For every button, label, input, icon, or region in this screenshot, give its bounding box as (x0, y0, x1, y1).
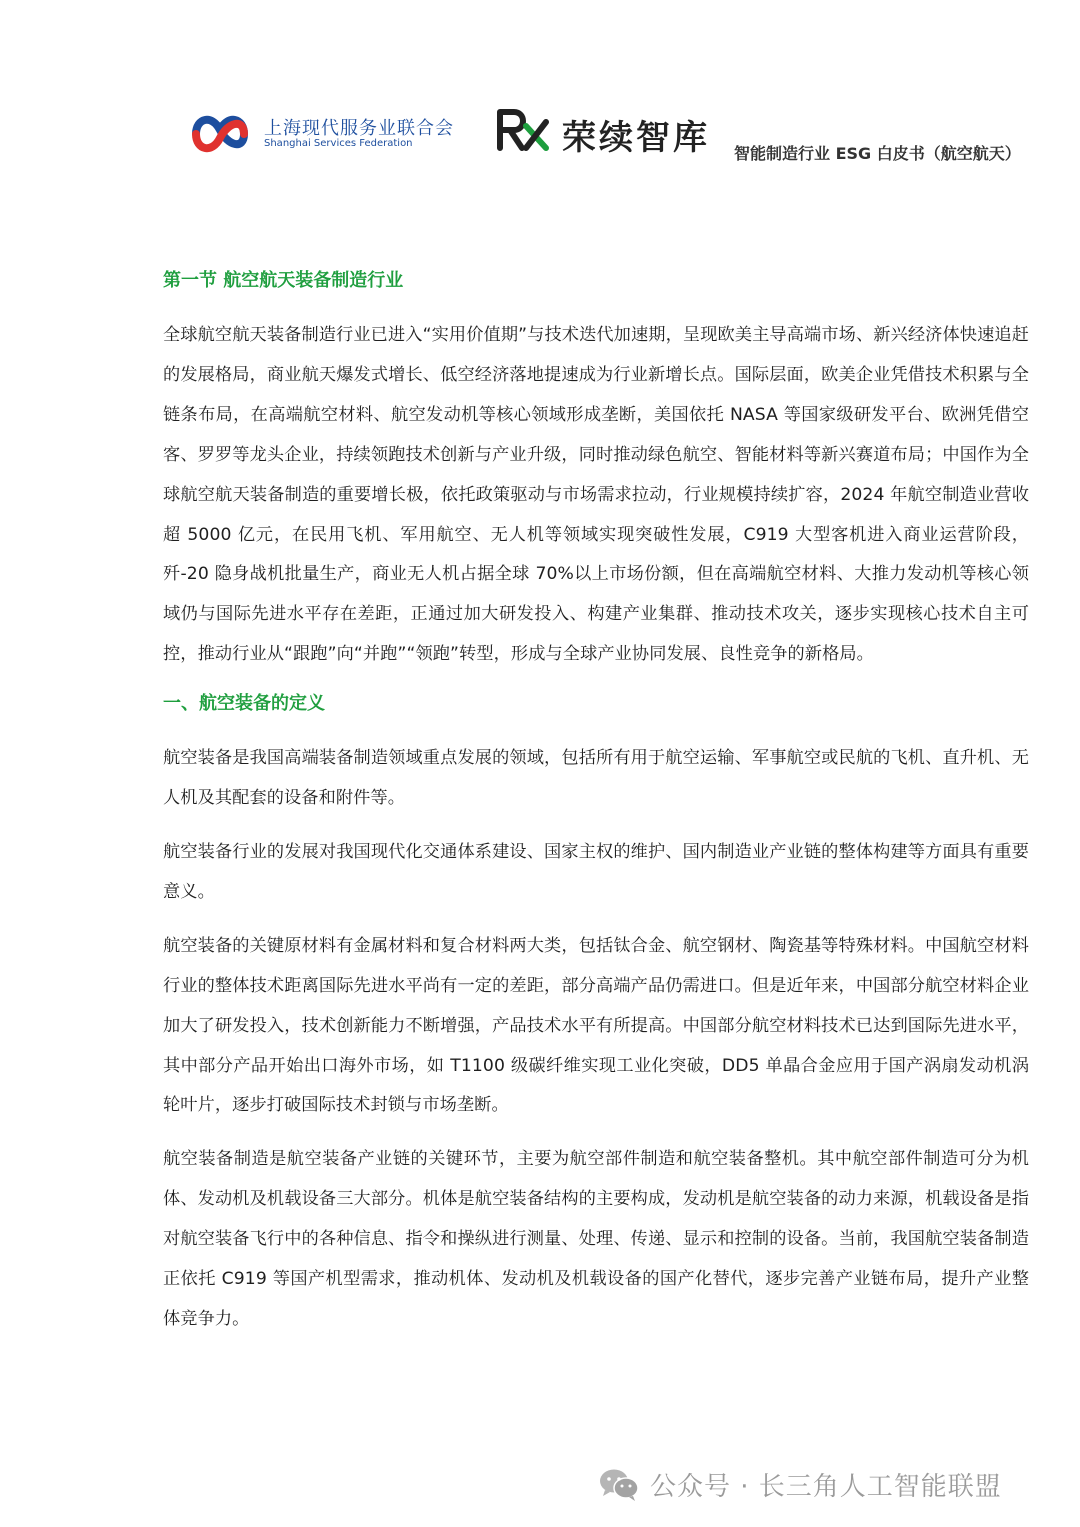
document-title: 智能制造行业 ESG 白皮书（航空航天） (734, 144, 1021, 163)
subsection-title: 一、航空装备的定义 (163, 693, 325, 715)
wechat-icon (598, 1466, 640, 1502)
intro-paragraph: 全球航空航天装备制造行业已进入“实用价值期”与技术迭代加速期，呈现欧美主导高端市场、新兴经济体快速追赶的发展格局，商业航天爆发式增长、低空经济落地提速成为行业新增长点。国际层面，欧美企业凭借技术积累与全链条布局，在高端航空材料、航空发动机等核心领域形成垄断，美国依托 NASA 等国家级研发平台、欧洲凭借空客、罗罗等龙头企业，持续领跑技术创新与产业升级，同时推动绿色航空、智能材料等新兴赛道布局；中国作为全球航空航天装备制造的重要增长极，依托政策驱动与市场需求拉动，行业规模持续扩容，2024 年航空制造业营收超 5000 亿元，在民用飞机、军用航空、无人机等领域实现突破性发展，C919 大型客机进入商业运营阶段，歼-20 隐身战机批量生产，商业无人机占据全球 70%以上市场份额，但在高端航空材料、大推力发动机等核心领域仍与国际先进水平存在差距，正通过加大研发投入、构建产业集群、推动技术攻关，逐步实现核心技术自主可控，推动行业从“跟跑”向“并跑”“领跑”转型，形成与全球产业协同发展、良性竞争的新格局。 (163, 325, 1029, 665)
page-header (0, 0, 1080, 200)
shanghai-services-federation-logo (188, 108, 252, 160)
watermark (598, 1462, 1002, 1506)
think-tank-name: 荣续智库 (562, 118, 710, 158)
federation-name: 上海现代服务业联合会 (264, 118, 454, 139)
rongxu-logo (496, 108, 550, 152)
watermark-text: 公众号 · 长三角人工智能联盟 (650, 1471, 1002, 1502)
federation-name-en: Shanghai Services Federation (264, 138, 413, 149)
paragraph: 航空装备是我国高端装备制造领域重点发展的领域，包括所有用于航空运输、军事航空或民航的飞机、直升机、无人机及其配套的设备和附件等。 (163, 748, 1029, 809)
paragraph: 航空装备的关键原材料有金属材料和复合材料两大类，包括钛合金、航空钢材、陶瓷基等特殊材料。中国航空材料行业的整体技术距离国际先进水平尚有一定的差距，部分高端产品仍需进口。但是近年来，中国部分航空材料企业加大了研发投入，技术创新能力不断增强，产品技术水平有所提高。中国部分航空材料技术已达到国际先进水平，其中部分产品开始出口海外市场，如 T1100 级碳纤维实现工业化突破，DD5 单晶合金应用于国产涡扇发动机涡轮叶片，逐步打破国际技术封锁与市场垄断。 (163, 935, 1029, 1116)
paragraph: 航空装备行业的发展对我国现代化交通体系建设、国家主权的维护、国内制造业产业链的整体构建等方面具有重要意义。 (163, 841, 1029, 902)
section-title: 第一节 航空航天装备制造行业 (163, 270, 404, 291)
page-content (163, 266, 1029, 1354)
paragraph: 航空装备制造是航空装备产业链的关键环节，主要为航空部件制造和航空装备整机。其中航空部件制造可分为机体、发动机及机载设备三大部分。机体是航空装备结构的主要构成，发动机是航空装备的动力来源，机载设备是指对航空装备飞行中的各种信息、指令和操纵进行测量、处理、传递、显示和控制的设备。当前，我国航空装备制造正依托 C919 等国产机型需求，推动机体、发动机及机载设备的国产化替代，逐步完善产业链布局，提升产业整体竞争力。 (163, 1149, 1029, 1329)
